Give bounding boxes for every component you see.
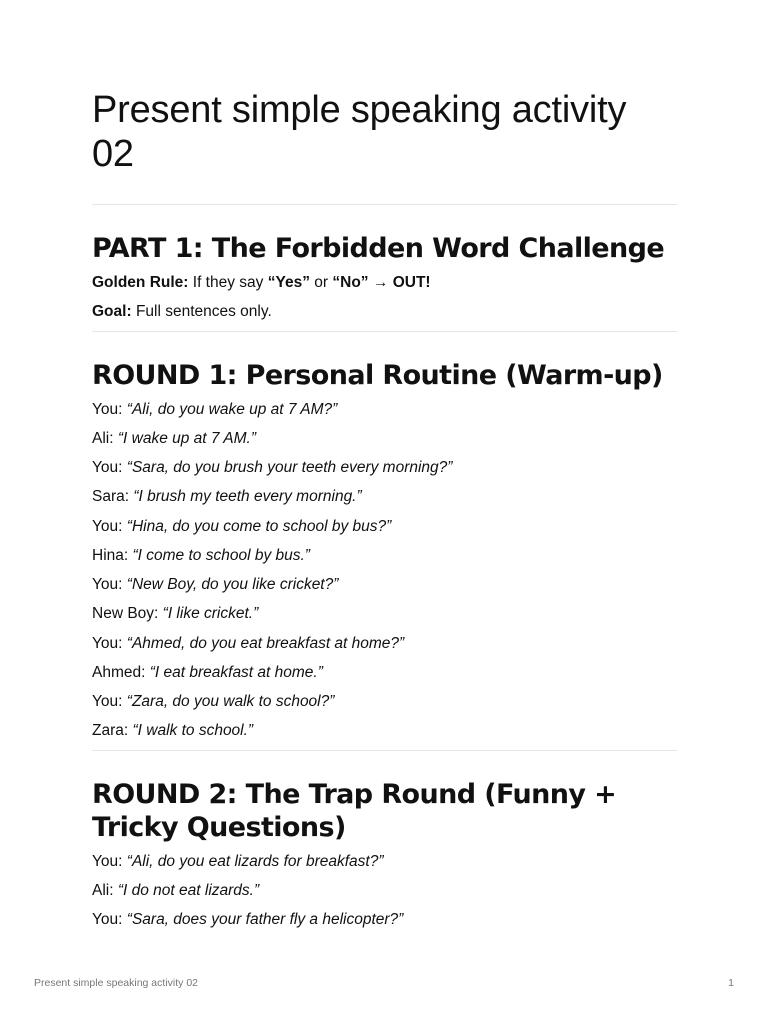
golden-rule-line — [92, 273, 677, 293]
quote: “I eat breakfast at home.” — [149, 664, 323, 681]
page-title: Present simple speaking activity 02 — [92, 89, 627, 175]
dialogue-line — [92, 487, 677, 507]
quote: “I brush my teeth every morning.” — [133, 488, 362, 505]
footer-doc-title: Present simple speaking activity 02 — [34, 977, 198, 989]
speaker: Sara: — [92, 488, 130, 505]
speaker: Ali: — [92, 882, 114, 899]
dialogue-line — [92, 634, 677, 654]
speaker: Ahmed: — [92, 664, 146, 681]
out-label: OUT! — [392, 274, 431, 291]
forbidden-word-yes: “Yes” — [267, 274, 310, 291]
quote: “Ahmed, do you eat breakfast at home?” — [126, 635, 405, 652]
dialogue-line — [92, 604, 677, 624]
speaker: You: — [92, 518, 123, 535]
speaker: You: — [92, 576, 123, 593]
quote: “New Boy, do you like cricket?” — [126, 576, 339, 593]
speaker: You: — [92, 911, 123, 928]
golden-rule-or: or — [314, 274, 329, 291]
dialogue-line — [92, 663, 677, 683]
speaker: You: — [92, 693, 123, 710]
speaker: You: — [92, 459, 123, 476]
quote: “I like cricket.” — [162, 605, 259, 622]
round2-heading-line2: Tricky Questions) — [92, 812, 346, 843]
dialogue-line — [92, 910, 677, 930]
forbidden-word-no: “No” — [332, 274, 369, 291]
quote: “I walk to school.” — [132, 722, 254, 739]
dialogue-line — [92, 852, 677, 872]
footer-page-number: 1 — [728, 977, 734, 989]
dialogue-line — [92, 429, 677, 449]
quote: “I wake up at 7 AM.” — [117, 430, 256, 447]
quote: “Ali, do you wake up at 7 AM?” — [126, 401, 338, 418]
dialogue-line — [92, 517, 677, 537]
goal-text: Full sentences only. — [135, 303, 272, 320]
quote: “Ali, do you eat lizards for breakfast?” — [126, 853, 384, 870]
quote: “Hina, do you come to school by bus?” — [126, 518, 392, 535]
quote: “I do not eat lizards.” — [117, 882, 260, 899]
arrow-icon: → — [372, 274, 389, 291]
round2-heading — [92, 778, 677, 844]
dialogue-line — [92, 400, 677, 420]
quote: “I come to school by bus.” — [132, 547, 310, 564]
golden-rule-label: Golden Rule: — [92, 274, 189, 291]
quote: “Zara, do you walk to school?” — [126, 693, 335, 710]
speaker: Zara: — [92, 722, 129, 739]
speaker: Hina: — [92, 547, 129, 564]
quote: “Sara, does your father fly a helicopter?” — [126, 911, 404, 928]
dialogue-line — [92, 692, 677, 712]
goal-line — [92, 302, 677, 322]
dialogue-line — [92, 575, 677, 595]
part1-heading: PART 1: The Forbidden Word Challenge — [92, 233, 665, 264]
divider — [92, 204, 677, 205]
speaker: You: — [92, 401, 123, 418]
speaker: You: — [92, 853, 123, 870]
golden-rule-text: If they say — [192, 274, 264, 291]
dialogue-line — [92, 458, 677, 478]
divider — [92, 331, 677, 332]
dialogue-line — [92, 546, 677, 566]
speaker: New Boy: — [92, 605, 159, 622]
quote: “Sara, do you brush your teeth every morning?” — [126, 459, 453, 476]
divider — [92, 750, 677, 751]
round2-heading-line1: ROUND 2: The Trap Round (Funny + — [92, 779, 617, 810]
speaker: You: — [92, 635, 123, 652]
round1-heading: ROUND 1: Personal Routine (Warm-up) — [92, 360, 663, 391]
dialogue-line — [92, 721, 677, 741]
dialogue-line — [92, 881, 677, 901]
speaker: Ali: — [92, 430, 114, 447]
goal-label: Goal: — [92, 303, 132, 320]
